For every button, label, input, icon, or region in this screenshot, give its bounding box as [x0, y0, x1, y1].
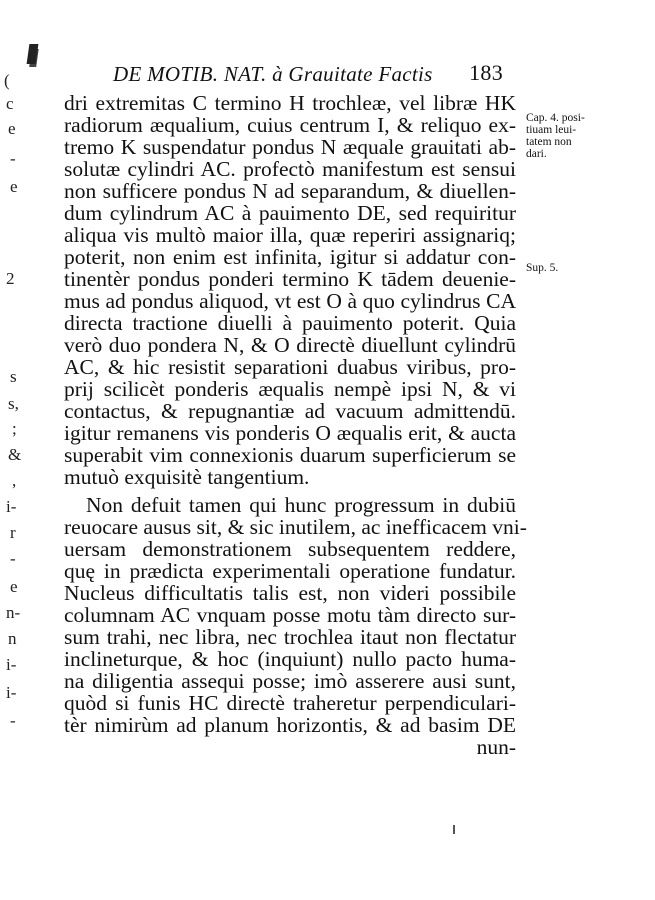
bleed-fragment: ;: [12, 419, 17, 438]
facing-page-bleed-through: [0, 0, 28, 900]
text-line: prij scilicèt ponderis æqualis nempè ipsi N, & vi: [64, 377, 516, 401]
text-line: tèr nimirùm ad planum horizontis, & ad basim DE: [64, 713, 516, 737]
bleed-fragment: s: [10, 367, 17, 386]
text-line: contactus, & repugnantiæ ad vacuum admittendū.: [64, 399, 516, 423]
margin-note-line: tatem non: [526, 136, 572, 148]
margin-note-line: tiuam leui-: [526, 124, 577, 136]
running-header: [113, 58, 503, 92]
text-line: na diligentia assequi posse; imò asserere ausi sunt,: [64, 669, 516, 693]
main-text-block: [64, 91, 527, 759]
bleed-fragment: e: [10, 177, 18, 196]
text-line: radiorum æqualium, cuius centrum I, & reliquo ex-: [64, 113, 516, 137]
text-line: mus ad pondus aliquod, vt est O à quo cylindrus CA: [64, 289, 516, 313]
bleed-fragment: r: [10, 523, 16, 542]
bleed-fragment: -: [10, 149, 16, 168]
margin-note-line: dari.: [526, 148, 547, 160]
text-line: verò duo pondera N, & O directè diuellunt cylindrū: [64, 333, 516, 357]
bleed-fragment: ,: [12, 471, 17, 490]
text-line: aliqua vis multò maior illa, quæ reperiri assignariq;: [64, 223, 516, 247]
bleed-fragment: e: [10, 577, 18, 596]
bleed-fragment: (: [4, 71, 10, 90]
margin-note-cap-4: [526, 112, 606, 160]
text-line: dri extremitas C termino H trochleæ, vel libræ HK: [64, 91, 516, 115]
bleed-fragment: i-: [6, 683, 17, 702]
text-line: AC, & hic resistit separationi duabus viribus, pro-: [64, 355, 516, 379]
bleed-fragment: n: [8, 629, 17, 648]
margin-note-line: Cap. 4. posi-: [526, 112, 585, 124]
catchword: nun-: [476, 735, 516, 759]
text-line: Nucleus difficultatis talis est, non videri possibile: [64, 581, 516, 605]
text-line: reuocare ausus sit, & sic inutilem, ac inefficacem vni-: [64, 515, 527, 539]
bleed-fragment: e: [8, 119, 16, 138]
bleed-fragment: -: [10, 711, 16, 730]
bleed-fragment: n-: [6, 603, 21, 622]
bleed-fragment: c: [6, 94, 14, 113]
bleed-fragment: &: [8, 445, 22, 464]
text-line: uersam demonstrationem subsequentem reddere,: [64, 537, 516, 561]
text-line: quę in prædicta experimentali operatione fundatur.: [64, 559, 516, 583]
text-line: superabit vim connexionis duarum superficierum se: [64, 443, 516, 467]
text-line: tremo K suspendatur pondus N æquale grauitati ab-: [64, 135, 516, 159]
text-line: Non defuit tamen qui hunc progressum in dubiū: [86, 493, 516, 517]
text-line: sum trahi, nec libra, nec trochlea itaut non flectatur: [64, 625, 516, 649]
text-line: mutuò exquisitè tangentium.: [64, 465, 310, 489]
bleed-fragment: 2: [6, 269, 15, 288]
margin-note-line: Sup. 5.: [526, 262, 559, 274]
text-line: tinentèr pondus ponderi termino K tādem deuenie-: [64, 267, 516, 291]
bleed-fragment: i-: [6, 497, 17, 516]
page-number: 183: [469, 60, 503, 85]
bleed-fragment: s,: [8, 394, 19, 413]
text-line: non sufficere pondus N ad separandum, & diuellen-: [64, 179, 516, 203]
paragraph-2: [64, 493, 527, 759]
bleed-fragment: -: [10, 549, 16, 568]
text-line: dum cylindrum AC à pauimento DE, sed requiritur: [64, 201, 516, 225]
margin-note-sup-5: [526, 262, 606, 274]
ink-corner-mark: [27, 44, 39, 64]
running-title: DE MOTIB. NAT. à Grauitate Factis: [113, 62, 433, 86]
ink-smudge: [453, 825, 455, 834]
text-line: directa tractione diuelli à pauimento poterit. Quia: [64, 311, 516, 335]
text-line: poterit, non enim est infinita, igitur si addatur con-: [64, 245, 516, 269]
paragraph-1: [64, 92, 516, 488]
text-line: quòd si funis HC directè traheretur perpendiculari-: [64, 691, 516, 715]
text-line: igitur remanens vis ponderis O æqualis erit, & aucta: [64, 421, 516, 445]
text-line: inclineturque, & hoc (inquiunt) nullo pacto huma-: [64, 647, 516, 671]
text-line: solutæ cylindri AC. profectò manifestum est sensui: [64, 157, 516, 181]
bleed-fragment: i-: [6, 655, 17, 674]
text-line: columnam AC vnquam posse motu tàm directo sur-: [64, 603, 516, 627]
